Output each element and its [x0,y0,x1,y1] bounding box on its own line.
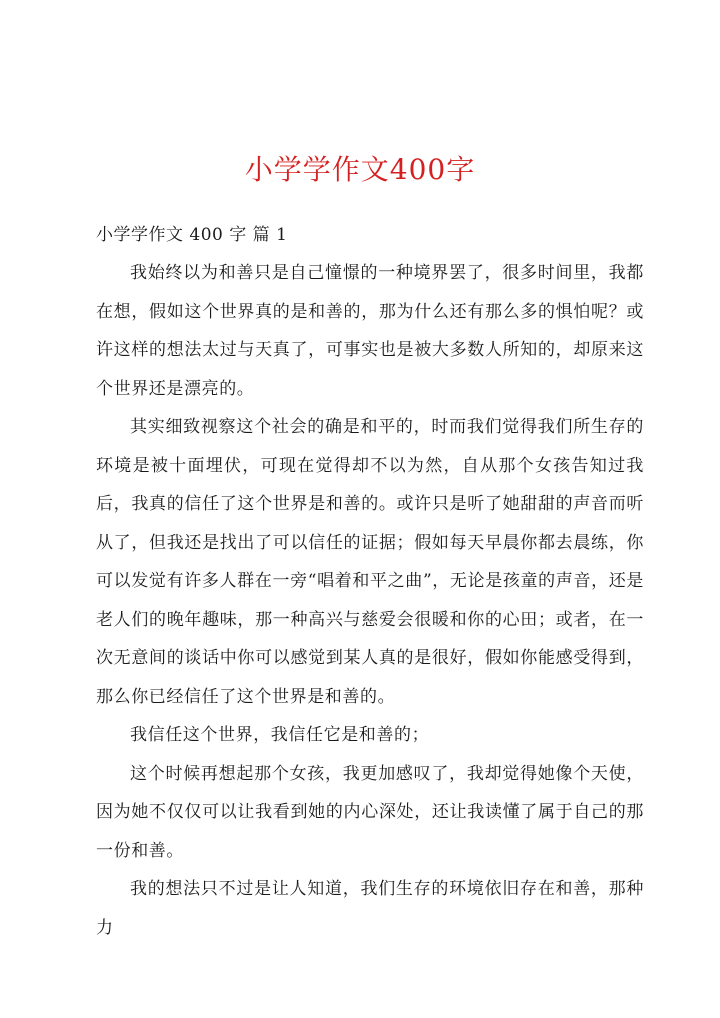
paragraph-3: 我信任这个世界，我信任它是和善的； [130,725,430,745]
section-subtitle: 小学学作文 400 字 篇 1 [96,225,288,245]
paragraph-4: 这个时候再想起那个女孩，我更加感叹了，我却觉得她像个天使，因为她不仅仅可以让我看到她的内心深处，还让我读懂了属于自己的那一份和善。 [96,763,644,861]
document-body [96,216,644,947]
page-title: 小学学作文400字 [244,153,476,186]
paragraph-1: 我始终以为和善只是自己憧憬的一种境界罢了，很多时间里，我都在想，假如这个世界真的是和善的，那为什么还有那么多的惧怕呢？或许这样的想法太过与天真了，可事实也是被大多数人所知的，却原来这个世界还是漂亮的。 [96,263,644,399]
paragraph-5: 我的想法只不过是让人知道，我们生存的环境依旧存在和善，那种力 [96,879,644,938]
paragraph-2: 其实细致视察这个社会的确是和平的，时而我们觉得我们所生存的环境是被十面埋伏，可现在觉得却不以为然，自从那个女孩告知过我后，我真的信任了这个世界是和善的。或许只是听了她甜甜的声音而听从了，但我还是找出了可以信任的证据；假如每天早晨你都去晨练，你可以发觉有许多人群在一旁“唱着和平之曲”，无论是孩童的声音，还是老人们的晚年趣味，那一种高兴与慈爱会很暖和你的心田；或者，在一次无意间的谈话中你可以感觉到某人真的是很好，假如你能感受得到，那么你已经信任了这个世界是和善的。 [96,417,644,707]
